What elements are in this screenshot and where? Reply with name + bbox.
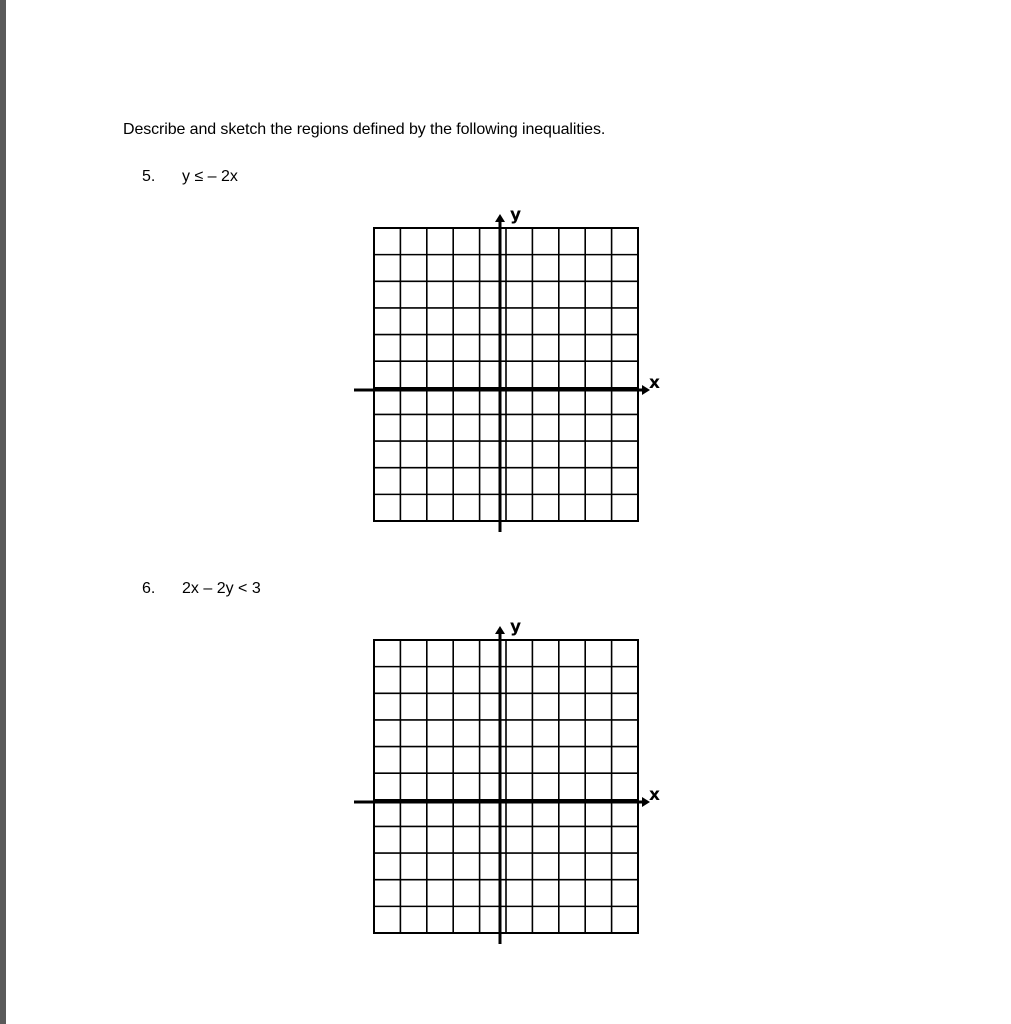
problem-5-number: 5. (142, 168, 156, 185)
problem-5-y-axis-label: y (510, 205, 522, 225)
problem-6-grid (374, 640, 638, 933)
problem-5-inequality: y ≤ – 2x (182, 168, 238, 185)
document-page (6, 0, 1011, 1024)
instructions-text: Describe and sketch the regions defined by the following inequalities. (123, 121, 606, 138)
problem-6-y-axis-label: y (510, 617, 522, 637)
problem-6-inequality: 2x – 2y < 3 (182, 580, 261, 597)
problem-6-y-axis-arrow (495, 626, 505, 634)
problem-6-number: 6. (142, 580, 156, 597)
problem-5-grid (374, 228, 638, 521)
problem-5-x-axis-label: x (649, 373, 660, 393)
problem-5-y-axis-arrow (495, 214, 505, 222)
problem-6-x-axis-label: x (649, 785, 660, 805)
problem-6-graph (350, 612, 680, 952)
problem-5-graph (350, 200, 680, 540)
